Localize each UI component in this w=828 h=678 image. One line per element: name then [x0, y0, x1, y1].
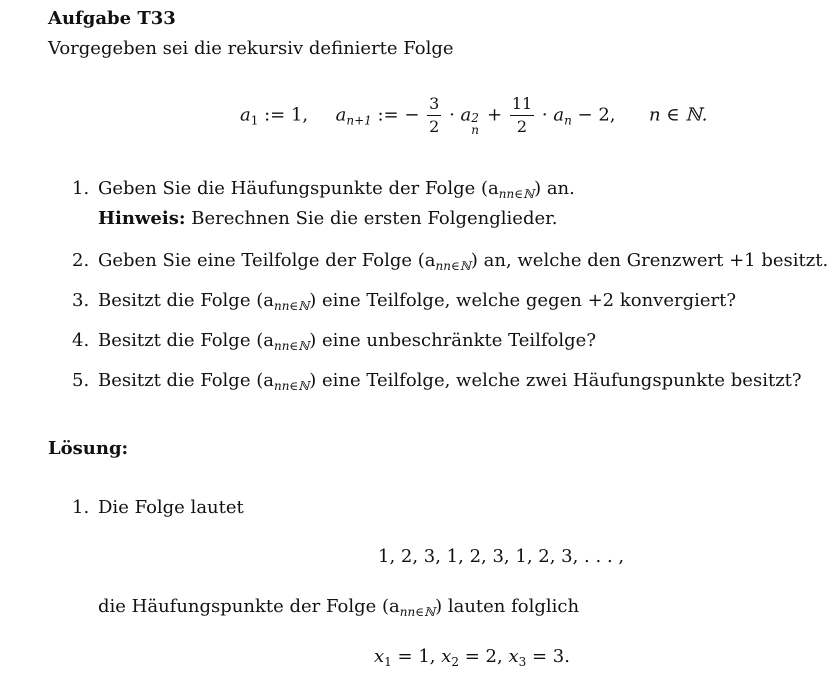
formula-domain: n ∈ ℕ. [648, 104, 708, 126]
question-text: Besitzt die Folge (a [98, 290, 274, 311]
assign-symbol: := − [371, 104, 420, 126]
accumulation-points [374, 646, 570, 673]
conclusion-pre: die Häufungspunkte der Folge (a [98, 596, 400, 617]
fraction-three-halves [427, 95, 441, 136]
x3-sub: 3 [518, 655, 527, 669]
x1-value: = 1, [391, 646, 442, 667]
frac2-denominator: 2 [516, 117, 528, 136]
x2-value: = 2, [459, 646, 509, 667]
question-text: Besitzt die Folge (a [98, 370, 274, 391]
x1-symbol: x [374, 646, 385, 667]
term1-sup: 2 [471, 110, 479, 125]
question-item [72, 330, 596, 357]
seq-subscript: n∈ℕ [281, 339, 310, 353]
conclusion-seq-subscript: n∈ℕ [407, 605, 436, 619]
seq-index: n [273, 339, 282, 353]
question-after: ) eine Teilfolge, welche gegen +2 konvergiert? [309, 290, 737, 311]
seq-index: n [498, 187, 507, 201]
seq-subscript: n∈ℕ [281, 299, 310, 313]
seq-subscript: n∈ℕ [281, 379, 310, 393]
a1-rest: := 1, [258, 104, 309, 126]
x1-sub: 1 [384, 655, 392, 669]
question-after: ) eine Teilfolge, welche zwei Häufungspunkte besitzt? [309, 370, 802, 391]
solution-heading: Lösung: [48, 438, 129, 459]
an1-sub: n+1 [346, 113, 372, 128]
task-title: Aufgabe T33 [48, 8, 176, 29]
conclusion-post: ) lauten folglich [435, 596, 580, 617]
x3-symbol: x [508, 646, 519, 667]
seq-subscript: n∈ℕ [443, 259, 471, 273]
question-number: 2. [72, 250, 90, 271]
an1-symbol: a [335, 104, 347, 126]
question-text: Geben Sie die Häufungspunkte der Folge (a [98, 178, 499, 199]
solution-item-text: Die Folge lautet [98, 497, 244, 518]
term1: · a [443, 104, 472, 126]
question-number: 3. [72, 290, 90, 311]
question-after: ) an, welche den Grenzwert +1 besitzt. [470, 250, 828, 271]
question-item [72, 178, 575, 205]
question-item [72, 370, 802, 397]
seq-index: n [273, 379, 282, 393]
frac1-denominator: 2 [429, 117, 440, 136]
question-text: Geben Sie eine Teilfolge der Folge (a [98, 250, 436, 271]
x3-value: = 3. [526, 646, 570, 667]
solution-item-number: 1. [72, 497, 90, 518]
hint-text: Berechnen Sie die ersten Folgenglieder. [185, 208, 558, 229]
recursive-formula [240, 95, 708, 136]
question-number: 5. [72, 370, 90, 391]
conclusion-index: n [399, 605, 408, 619]
x2-sub: 2 [451, 655, 460, 669]
seq-subscript: n∈ℕ [506, 187, 535, 201]
plus-sign: + [481, 104, 503, 126]
question-number: 4. [72, 330, 90, 351]
hint-label: Hinweis: [98, 208, 186, 229]
question-number: 1. [72, 178, 90, 199]
solution-item [72, 497, 244, 519]
seq-index: n [435, 259, 444, 273]
question-after: ) eine unbeschränkte Teilfolge? [309, 330, 596, 351]
seq-index: n [273, 299, 282, 313]
solution-conclusion [98, 596, 579, 623]
question-item [72, 250, 828, 277]
fraction-eleven-halves [510, 95, 534, 136]
term1-sub: n [471, 122, 479, 137]
term2: · a [536, 104, 565, 126]
a1-symbol: a [240, 104, 251, 126]
term2-sub: n [564, 113, 572, 128]
question-item [72, 290, 736, 317]
formula-tail: − 2, [571, 104, 616, 126]
task-intro: Vorgegeben sei die rekursiv definierte Folge [48, 38, 454, 59]
frac1-numerator: 3 [427, 95, 441, 116]
question-after: ) an. [534, 178, 575, 199]
x2-symbol: x [441, 646, 452, 667]
solution-sequence: 1, 2, 3, 1, 2, 3, 1, 2, 3, . . . , [378, 546, 625, 567]
hint [98, 208, 557, 230]
frac2-numerator: 11 [510, 95, 534, 116]
question-text: Besitzt die Folge (a [98, 330, 274, 351]
a1-sub: 1 [250, 113, 259, 128]
